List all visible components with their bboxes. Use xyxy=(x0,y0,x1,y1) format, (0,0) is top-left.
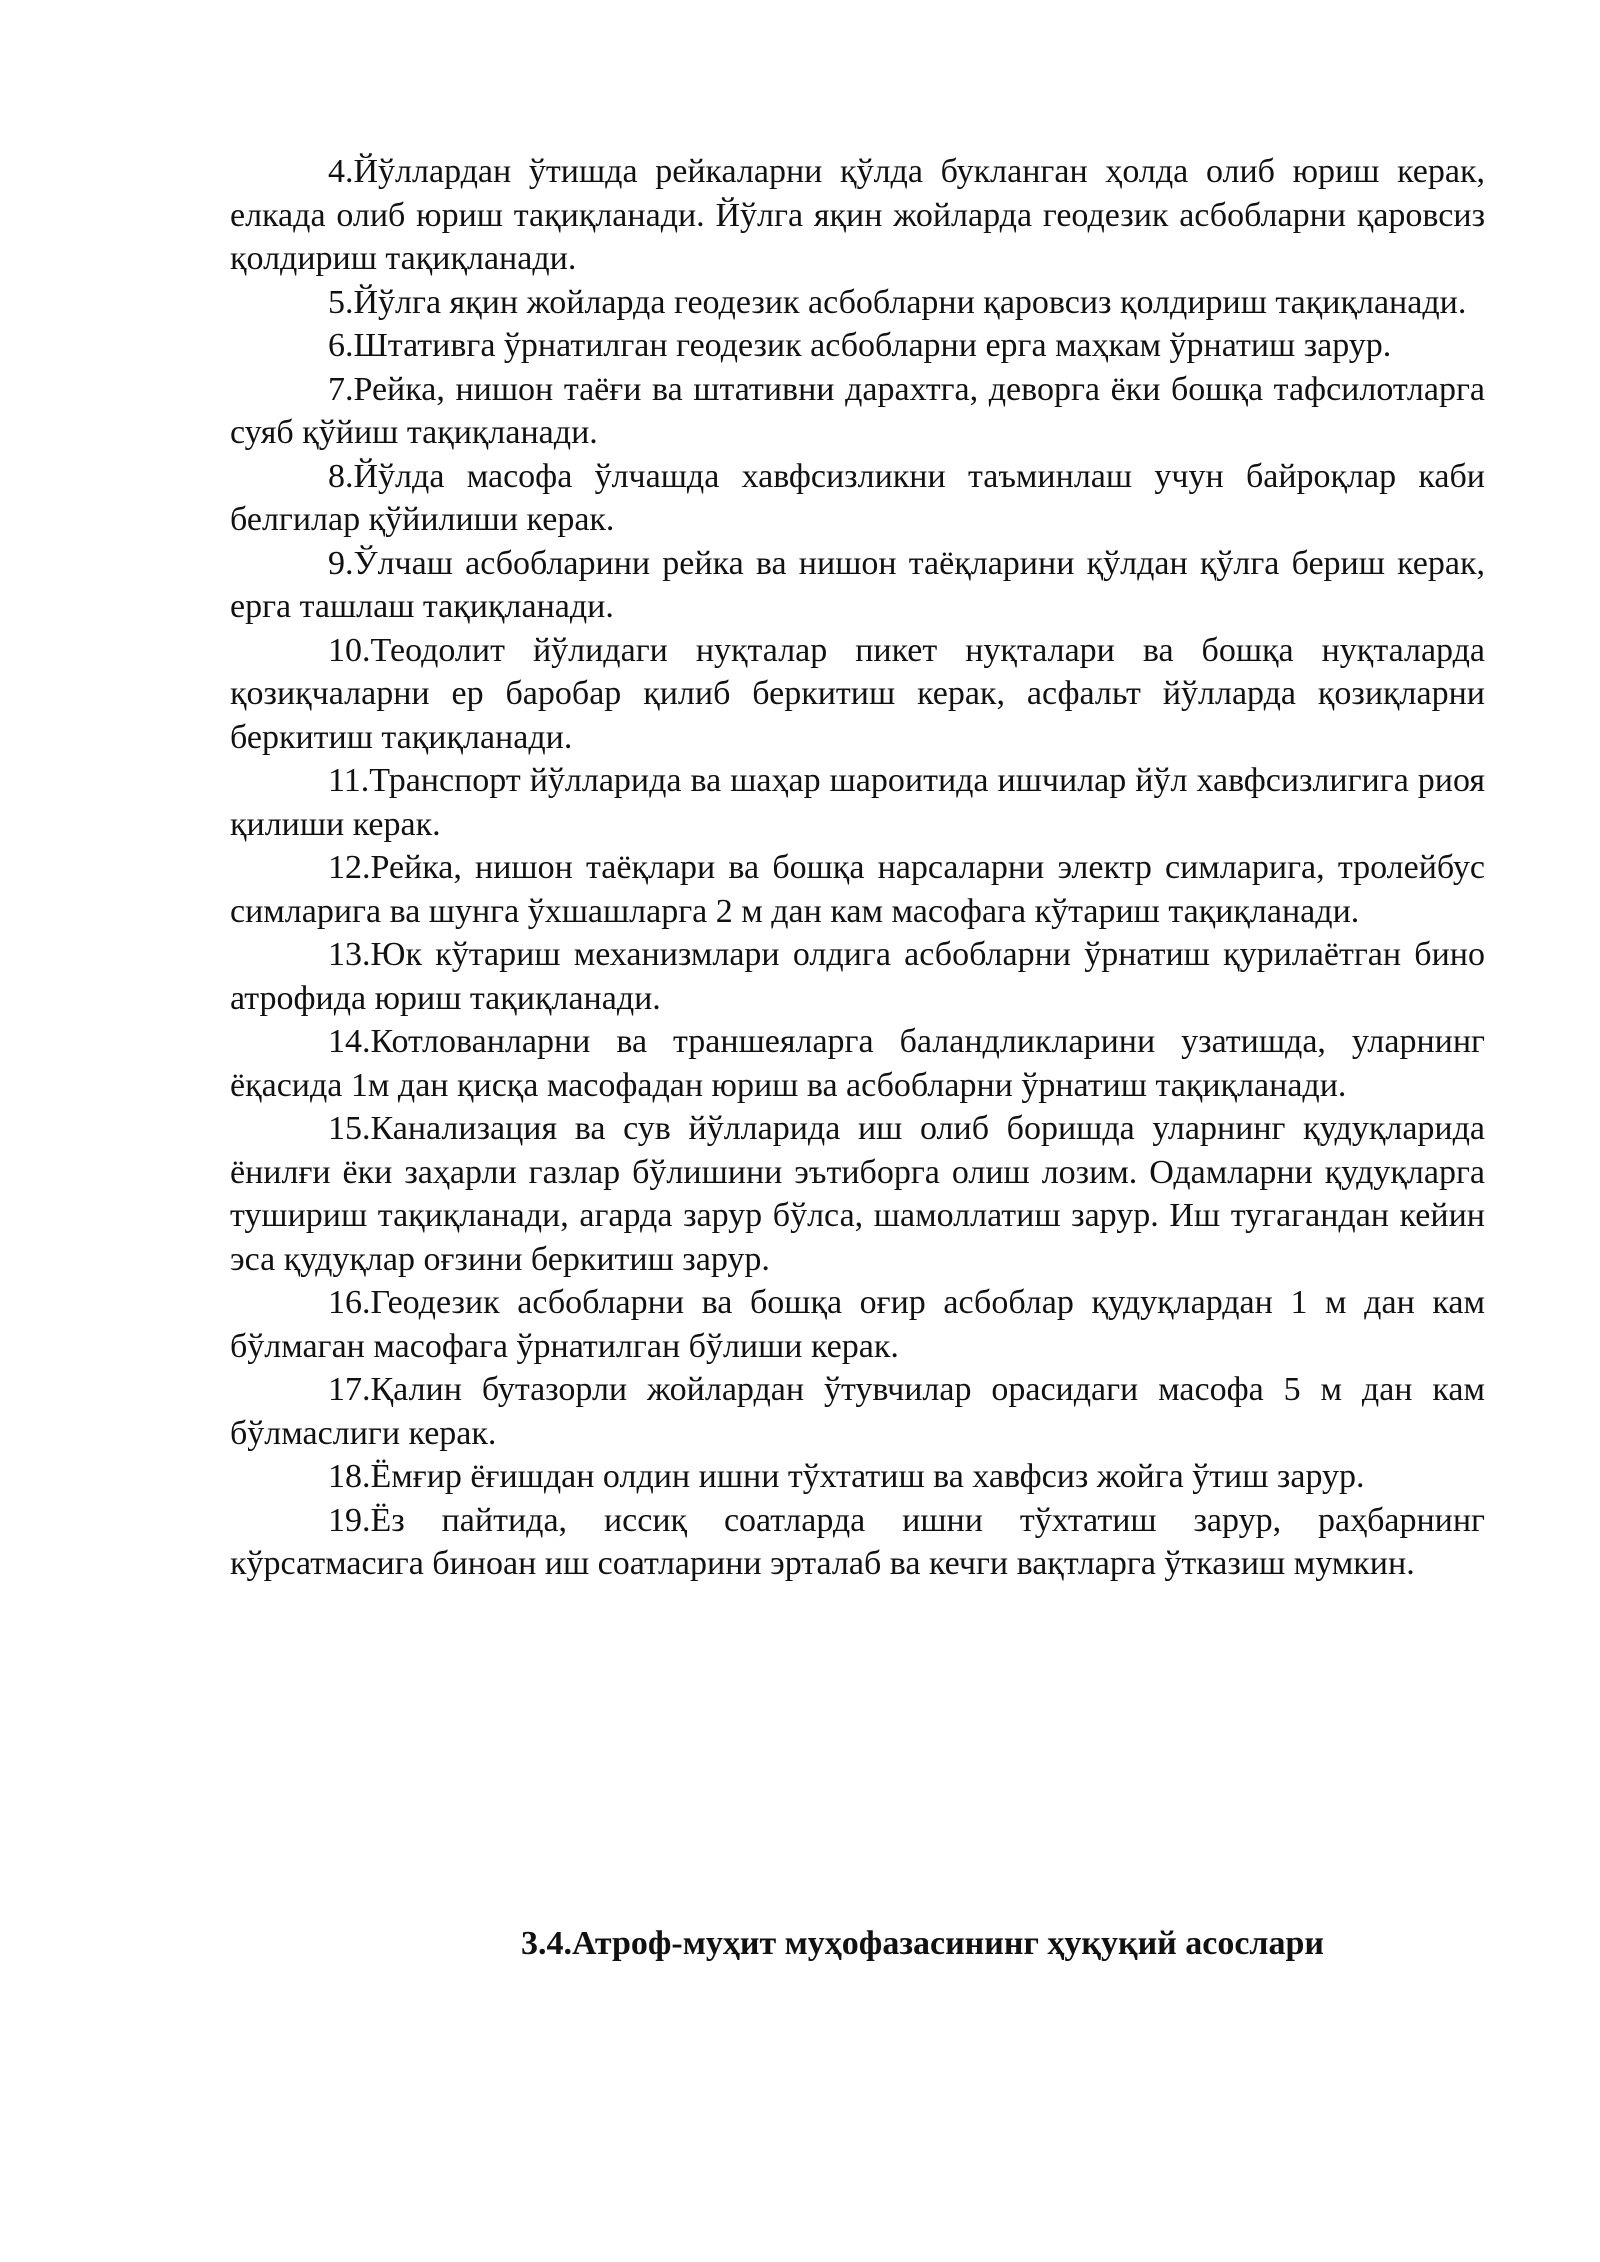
paragraph-item-17: 17.Қалин бутазорли жойлардан ўтувчилар орасидаги масофа 5 м дан кам бўлмаслиги керак. xyxy=(230,1371,1485,1452)
paragraph-item-13: 13.Юк кўтариш механизмлари олдига асбобларни ўрнатиш қурилаётган бино атрофида юриш тақиқланади. xyxy=(230,936,1485,1017)
paragraph-item-14: 14.Котлованларни ва траншеяларга баландликларини узатишда, уларнинг ёқасида 1м дан қисқа масофадан юриш ва асбобларни ўрнатиш тақиқланади. xyxy=(230,1023,1485,1104)
paragraph-item-5: 5.Йўлга яқин жойларда геодезик асбобларни қаровсиз қолдириш тақиқланади. xyxy=(328,283,1467,321)
paragraph-item-9: 9.Ўлчаш асбобларини рейка ва нишон таёқларини қўлдан қўлга бериш керак, ерга ташлаш тақиқланади. xyxy=(230,544,1485,625)
paragraph-item-18: 18.Ёмғир ёғишдан олдин ишни тўхтатиш ва хавфсиз жойга ўтиш зарур. xyxy=(328,1458,1365,1495)
paragraph-item-12: 12.Рейка, нишон таёқлари ва бошқа нарсаларни электр симларига, тролейбус симларига ва шунга ўхшашларга 2 м дан кам масофага кўтариш тақиқланади. xyxy=(230,849,1485,930)
paragraph-item-16: 16.Геодезик асбобларни ва бошқа оғир асбоблар қудуқлардан 1 м дан кам бўлмаган масофага ўрнатилган бўлиши керак. xyxy=(230,1284,1485,1365)
section-heading: 3.4.Атроф-муҳит муҳофазасининг ҳуқуқий асослари xyxy=(520,1925,1325,1962)
paragraph-item-10: 10.Теодолит йўлидаги нуқталар пикет нуқталари ва бошқа нуқталарда қозиқчаларни ер баробар қилиб беркитиш керак, асфальт йўлларда қозиқларни беркитиш тақиқланади. xyxy=(230,631,1485,756)
paragraph-item-11: 11.Транспорт йўлларида ва шаҳар шароитида ишчилар йўл хавфсизлигига риоя қилиши керак. xyxy=(230,762,1485,843)
document-page xyxy=(230,150,1485,1962)
paragraph-item-6: 6.Штативга ўрнатилган геодезик асбобларни ерга маҳкам ўрнатиш зарур. xyxy=(328,327,1392,364)
paragraph-item-15: 15.Канализация ва сув йўлларида иш олиб боришда уларнинг қудуқларида ёнилғи ёки заҳарли газлар бўлишини эътиборга олиш лозим. Одамларни қудуқларга тушириш тақиқланади, агарда зарур бўлса, шамоллатиш зарур. Иш тугагандан кейин эса қудуқлар оғзини беркитиш зарур. xyxy=(230,1110,1485,1278)
paragraph-item-4: 4.Йўллардан ўтишда рейкаларни қўлда букланган ҳолда олиб юриш керак, елкада олиб юриш тақиқланади. Йўлга яқин жойларда геодезик асбобларни қаровсиз қолдириш тақиқланади. xyxy=(230,153,1485,277)
paragraph-item-7: 7.Рейка, нишон таёғи ва штативни дарахтга, деворга ёки бошқа тафсилотларга суяб қўйиш тақиқланади. xyxy=(230,370,1485,451)
paragraph-item-8: 8.Йўлда масофа ўлчашда хавфсизликни таъминлаш учун байроқлар каби белгилар қўйилиши керак. xyxy=(230,457,1485,538)
paragraph-item-19: 19.Ёз пайтида, иссиқ соатларда ишни тўхтатиш зарур, раҳбарнинг кўрсатмасига биноан иш соатларини эрталаб ва кечги вақтларга ўтказиш мумкин. xyxy=(230,1501,1485,1582)
